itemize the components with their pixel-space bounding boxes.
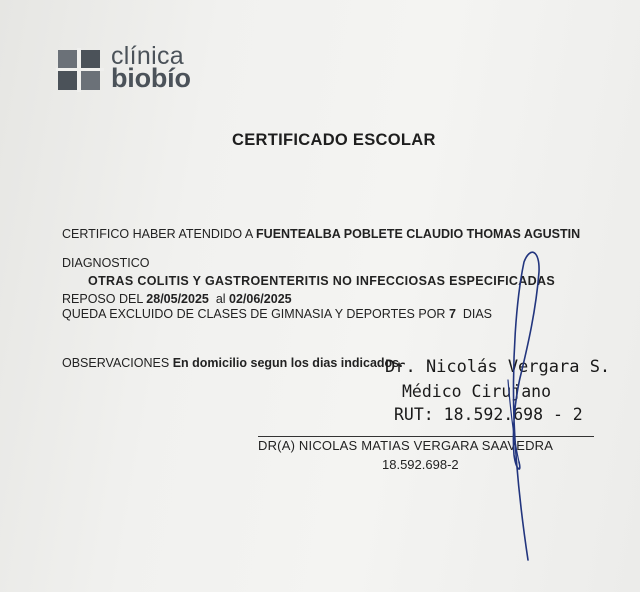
stamp-doctor-title: Médico Cirujano xyxy=(402,382,552,401)
exclusion-suffix: DIAS xyxy=(462,307,493,321)
doctor-rut: 18.592.698-2 xyxy=(382,457,459,472)
rest-from-date: 28/05/2025 xyxy=(146,292,209,306)
logo-line-2: biobío xyxy=(111,63,191,93)
observations-row xyxy=(62,356,403,370)
document-title: CERTIFICADO ESCOLAR xyxy=(232,131,436,149)
rest-to-date: 02/06/2025 xyxy=(229,292,292,306)
patient-name: FUENTEALBA POBLETE CLAUDIO THOMAS AGUSTIN xyxy=(256,227,581,241)
doctor-full-name: DR(A) NICOLAS MATIAS VERGARA SAAVEDRA xyxy=(258,438,554,453)
rest-prefix: REPOSO DEL xyxy=(62,292,143,306)
clinic-logo-wordmark xyxy=(111,44,191,92)
attended-prefix: CERTIFICO HABER ATENDIDO A xyxy=(62,227,253,241)
clinic-logo xyxy=(56,44,226,92)
exclusion-row xyxy=(62,307,492,321)
rest-connector: al xyxy=(215,292,226,306)
observations-label: OBSERVACIONES xyxy=(62,356,170,370)
observations-value: En domicilio segun los dias indicados. xyxy=(172,356,403,370)
exclusion-days: 7 xyxy=(448,307,456,321)
stamp-doctor-rut: RUT: 18.592.698 - 2 xyxy=(394,405,583,424)
rest-period-row xyxy=(62,292,292,306)
stamp-doctor-name: Dr. Nicolás Vergara S. xyxy=(385,357,611,377)
exclusion-prefix: QUEDA EXCLUIDO DE CLASES DE GIMNASIA Y DEPORTES POR xyxy=(62,307,446,321)
signature-line xyxy=(258,436,594,437)
diagnosis-label: DIAGNOSTICO xyxy=(62,256,150,270)
attended-row xyxy=(62,227,580,241)
diagnosis-value: OTRAS COLITIS Y GASTROENTERITIS NO INFECCIOSAS ESPECIFICADAS xyxy=(88,274,556,288)
clinic-logo-mark-icon xyxy=(56,48,104,92)
logo-line-1: clínica xyxy=(111,42,184,70)
